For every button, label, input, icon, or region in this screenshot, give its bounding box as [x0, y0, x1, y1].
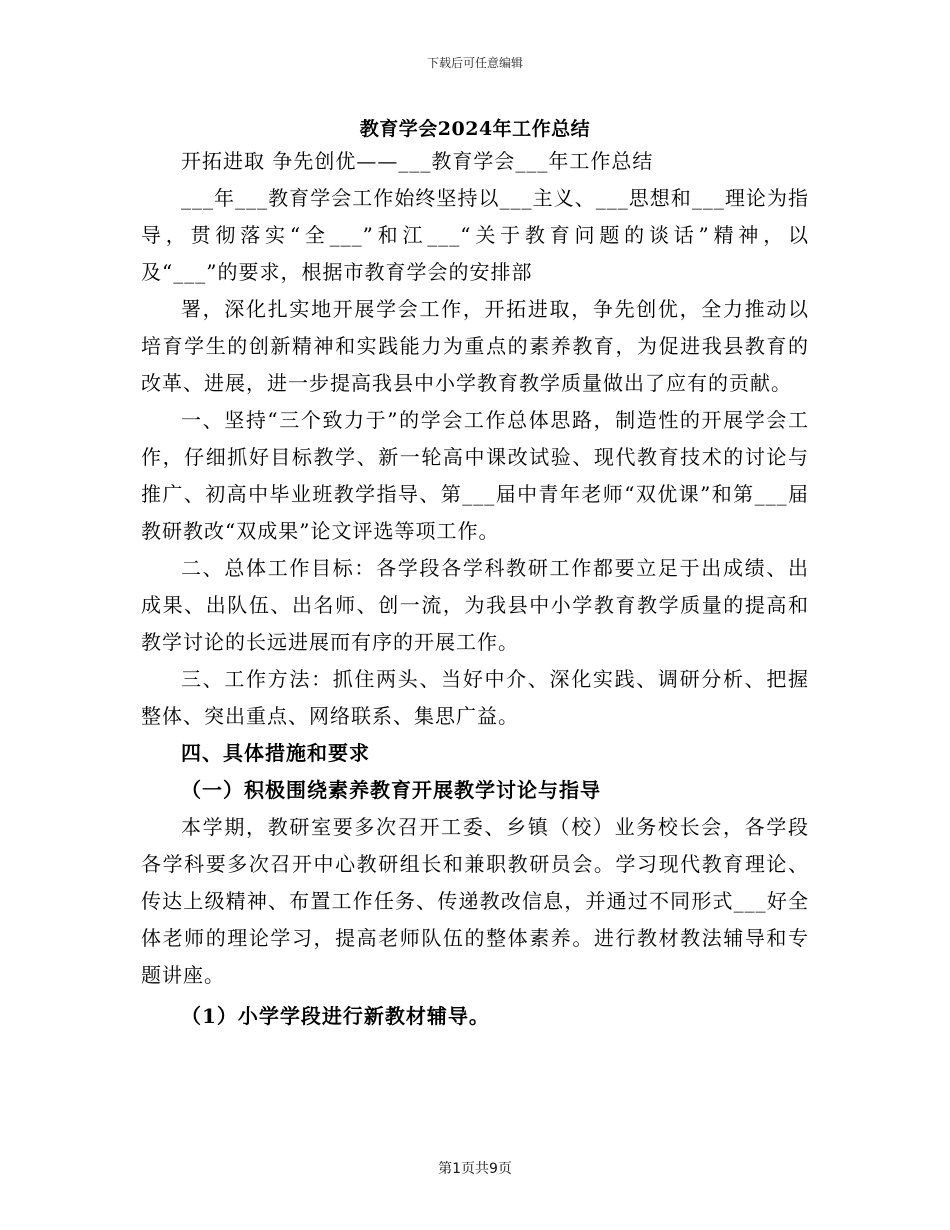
document-body [141, 143, 809, 1035]
item-one-heading: （1）小学学段进行新教材辅导。 [181, 1004, 490, 1028]
subsection-one-paragraph: 本学期，教研室要多次召开工委、乡镇（校）业务校长会，各学段各学科要多次召开中心教研组长和兼职教研员会。学习现代教育理论、传达上级精神、布置工作任务、传递教改信息，并通过不同形式___好全体老师的理论学习，提高老师队伍的整体素养。进行教材教法辅导和专题讲座。 [141, 815, 809, 987]
section-four-heading: 四、具体措施和要求 [181, 741, 370, 765]
page-header-note: 下载后可任意编辑 [426, 56, 523, 70]
subsection-one-heading: （一）积极围绕素养教育开展教学讨论与指导 [181, 778, 601, 802]
section-three-paragraph: 三、工作方法：抓住两头、当好中介、深化实践、调研分析、把握整体、突出重点、网络联系、集思广益。 [141, 667, 809, 728]
section-one-paragraph: 一、坚持“三个致力于”的学会工作总体思路，制造性的开展学会工作，仔细抓好目标教学、新一轮高中课改试验、现代教育技术的讨论与推广、初高中毕业班教学指导、第___届中青年老师“双优课”和第___届教研教改“双成果”论文评选等项工作。 [141, 408, 809, 543]
page-number: 第1页共9页 [438, 1161, 512, 1177]
document-title: 教育学会2024年工作总结 [359, 118, 591, 140]
intro-paragraph: ___年___教育学会工作始终坚持以___主义、___思想和___理论为指导，贯彻落实“全___”和江___“关于教育问题的谈话”精神，以及“___”的要求，根据市教育学会的安排部 [141, 186, 809, 284]
subtitle-paragraph: 开拓进取 争先创优——___教育学会___年工作总结 [181, 149, 654, 173]
intro-continued-paragraph: 署，深化扎实地开展学会工作，开拓进取，争先创优，全力推动以培育学生的创新精神和实践能力为重点的素养教育，为促进我县教育的改革、进展，进一步提高我县中小学教育教学质量做出了应有的贡献。 [141, 297, 809, 395]
section-two-paragraph: 二、总体工作目标：各学段各学科教研工作都要立足于出成绩、出成果、出队伍、出名师、创一流，为我县中小学教育教学质量的提高和教学讨论的长远进展而有序的开展工作。 [141, 556, 809, 654]
